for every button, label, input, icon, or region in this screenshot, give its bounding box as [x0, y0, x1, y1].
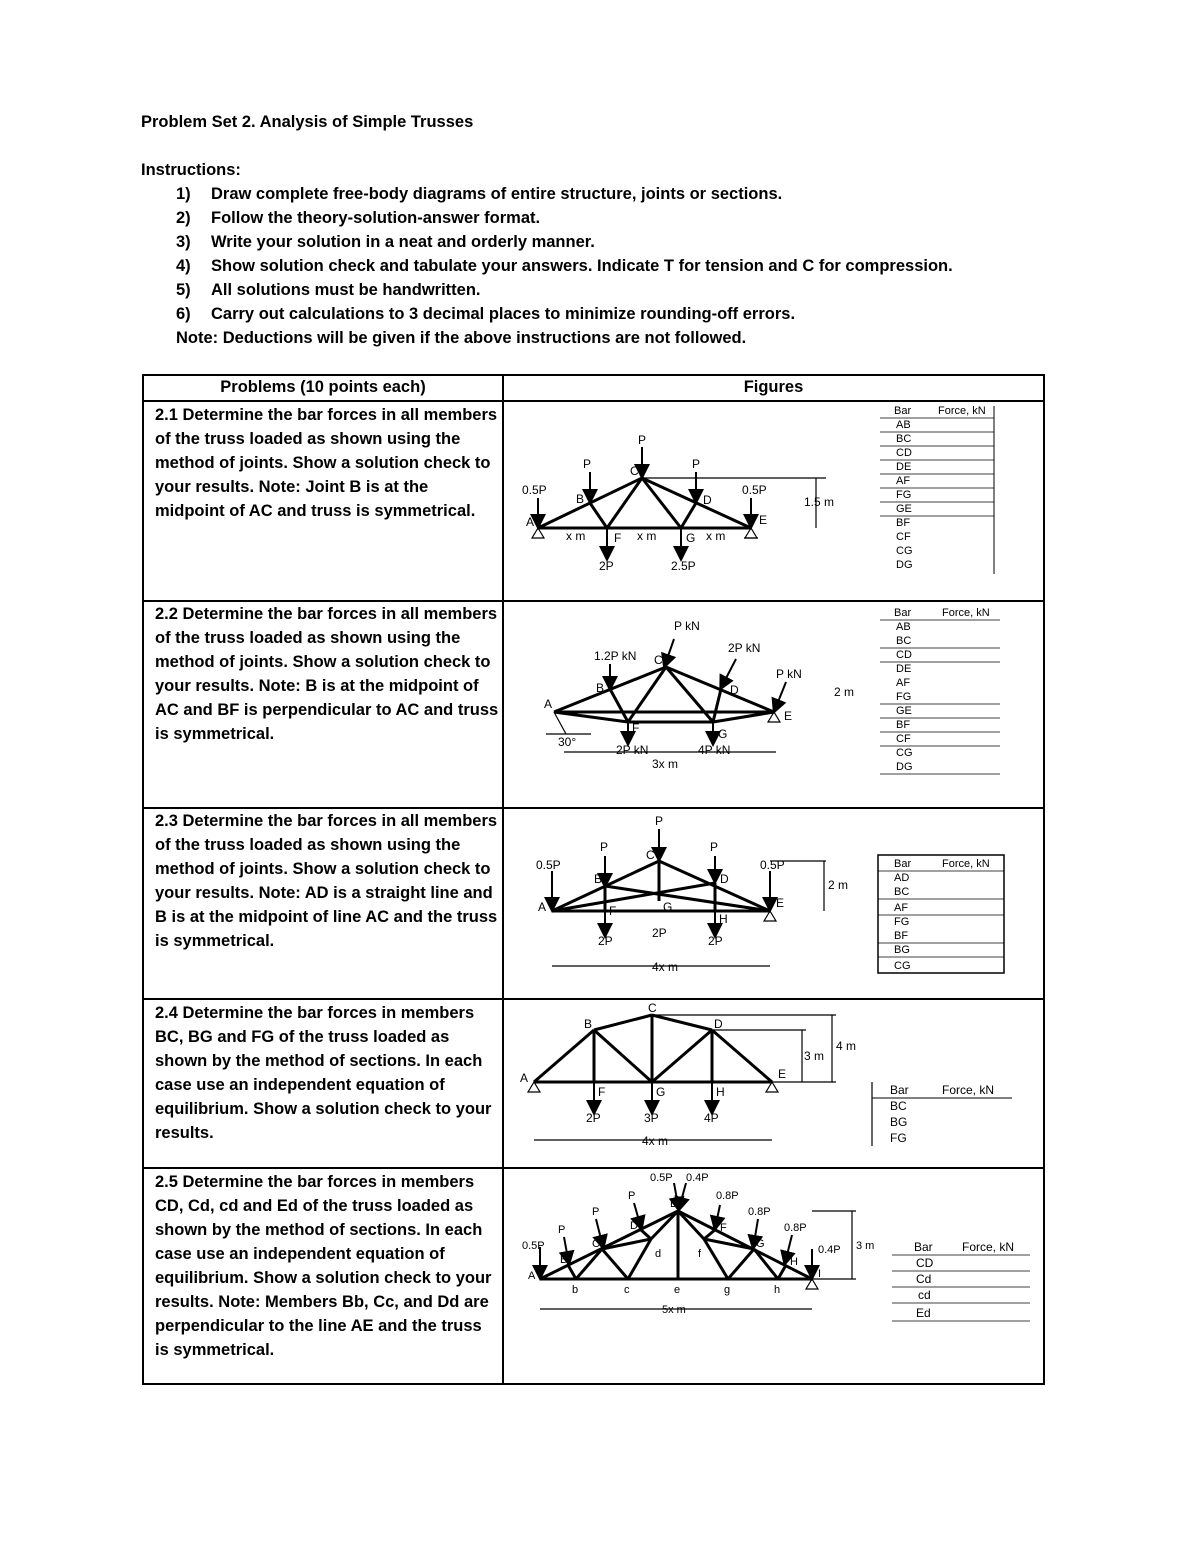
- instruction-text: Follow the theory-solution-answer format.: [211, 209, 541, 227]
- load-label: P: [583, 457, 592, 471]
- joint-label-h-lower: h: [774, 1284, 781, 1296]
- dimension-label: 1.5 m: [804, 495, 835, 509]
- joint-label-g: G: [663, 900, 673, 914]
- problem-2-5-text: 2.5 Determine the bar forces in members CD, Cd, cd and Ed of the truss loaded as shown by the method of sections. In each case use an independent equation of equilibrium. Show a solution check to your results. Note: Members Bb, Cc, and Dd are perpendicular to the line AE and the truss is symmetrical.: [155, 1173, 492, 1359]
- force-table: [878, 855, 1004, 973]
- joint-label-g: G: [686, 531, 696, 545]
- force-table-bar: BC: [896, 433, 912, 445]
- load-label: 2P: [599, 559, 614, 573]
- instruction-text: Show solution check and tabulate your answers. Indicate T for tension and C for compression.: [211, 257, 953, 275]
- instruction-item: [176, 233, 595, 252]
- load-label: P kN: [776, 667, 802, 681]
- joint-label-e: E: [759, 513, 768, 527]
- dimension-label: 3 m: [804, 1049, 825, 1063]
- document-title: Problem Set 2. Analysis of Simple Trusses: [141, 113, 474, 131]
- force-table-bar: CD: [896, 649, 912, 661]
- force-table: [880, 405, 994, 574]
- force-table: [892, 1240, 1030, 1321]
- joint-label-d-lower: d: [655, 1248, 662, 1260]
- force-table-bar: CD: [916, 1256, 934, 1270]
- force-table: [872, 1083, 1012, 1145]
- joint-label-i: I: [818, 1268, 822, 1280]
- instruction-number: 3): [176, 233, 191, 251]
- joint-label-f-lower: f: [698, 1248, 702, 1260]
- force-table-force-header: Force, kN: [942, 607, 990, 619]
- force-table-bar: DE: [896, 663, 912, 675]
- joint-label-g: G: [756, 1238, 765, 1250]
- header-figures: Figures: [743, 378, 804, 396]
- load-label: 1.2P kN: [594, 649, 637, 663]
- problem-2-4-text: 2.4 Determine the bar forces in members BC, BG and FG of the truss loaded as shown by the method of sections. In each case use an independent equation of equilibrium. Show a solution check to your results.: [155, 1004, 492, 1142]
- force-table-bar: BC: [896, 635, 912, 647]
- load-label: 2.5P: [671, 559, 696, 573]
- joint-label-d: D: [714, 1017, 723, 1031]
- load-label: 0.5P: [522, 1240, 545, 1252]
- force-table-bar: DE: [896, 461, 912, 473]
- joint-label-b: B: [596, 681, 605, 695]
- truss-figure-2-2: [506, 604, 1041, 804]
- load-label: P: [592, 1206, 600, 1218]
- dimension-label: 2 m: [828, 878, 849, 892]
- instruction-number: 1): [176, 185, 191, 203]
- joint-label-f: F: [720, 1222, 727, 1234]
- force-table-force-header: Force, kN: [942, 1083, 995, 1097]
- dimension-label: x m: [566, 529, 586, 543]
- force-table-bar: DG: [896, 761, 913, 773]
- header-problems: Problems (10 points each): [220, 378, 426, 396]
- force-table-force-header: Force, kN: [942, 858, 990, 870]
- load-label: P: [558, 1224, 566, 1236]
- force-table-bar: BC: [890, 1099, 907, 1113]
- load-label: 4P: [704, 1111, 719, 1125]
- force-table-bar: CG: [896, 747, 913, 759]
- force-table-bar: FG: [896, 691, 912, 703]
- column-divider: [502, 376, 504, 1383]
- joint-label-c-lower: c: [624, 1284, 630, 1296]
- force-table-bar: CF: [896, 531, 911, 543]
- joint-label-b: B: [584, 1017, 593, 1031]
- force-table: [880, 607, 1000, 774]
- joint-label-g: G: [656, 1085, 666, 1099]
- force-table-bar: GE: [896, 503, 912, 515]
- joint-label-d: D: [730, 683, 739, 697]
- joint-label-e-lower: e: [674, 1284, 681, 1296]
- joint-label-a: A: [526, 515, 535, 529]
- load-label: 0.5P: [760, 858, 785, 872]
- load-label: 0.5P: [522, 483, 547, 497]
- load-label: 0.5P: [650, 1172, 673, 1184]
- force-table-bar: cd: [918, 1288, 931, 1302]
- instruction-number: 2): [176, 209, 191, 227]
- joint-label-a: A: [538, 900, 547, 914]
- joint-label-h: H: [790, 1256, 798, 1268]
- joint-label-e: E: [776, 896, 785, 910]
- joint-label-b: B: [594, 872, 603, 886]
- joint-label-a: A: [528, 1270, 536, 1282]
- instruction-text: All solutions must be handwritten.: [211, 281, 481, 299]
- instruction-number: 6): [176, 305, 191, 323]
- force-table-bar-header: Bar: [894, 858, 912, 870]
- force-table-bar: AF: [896, 475, 911, 487]
- load-label: 2P kN: [616, 743, 649, 757]
- load-label: 0.8P: [748, 1206, 771, 1218]
- joint-label-h: H: [716, 1085, 725, 1099]
- force-table-bar: FG: [896, 489, 912, 501]
- joint-label-c: C: [654, 653, 663, 667]
- dimension-label: 3 m: [856, 1240, 875, 1252]
- dimension-label: 30°: [558, 735, 577, 749]
- force-table-bar: FG: [890, 1131, 907, 1145]
- load-label: 2P: [598, 934, 613, 948]
- joint-label-g-lower: g: [724, 1284, 731, 1296]
- force-table-bar: AD: [894, 872, 910, 884]
- joint-label-c: C: [592, 1238, 600, 1250]
- load-label: 2P kN: [728, 641, 761, 655]
- dimension-label: 4 m: [836, 1039, 857, 1053]
- instruction-text: Write your solution in a neat and orderly manner.: [211, 233, 595, 251]
- force-table-bar-header: Bar: [894, 607, 912, 619]
- instruction-item: [176, 281, 481, 300]
- dimension-label: x m: [706, 529, 726, 543]
- force-table-bar: CF: [896, 733, 911, 745]
- problem-2-2-text: 2.2 Determine the bar forces in all members of the truss loaded as shown using the method of joints. Show a solution check to your results. Note: B is at the midpoint of AC and BF is perpendicular to AC and truss is symmetrical.: [155, 605, 499, 743]
- force-table-bar: AF: [896, 677, 911, 689]
- force-table-bar: BC: [894, 886, 910, 898]
- joint-label-a: A: [520, 1071, 529, 1085]
- force-table-bar: BF: [896, 719, 911, 731]
- joint-label-e: E: [670, 1198, 678, 1210]
- force-table-bar: AB: [896, 621, 911, 633]
- force-table-bar: BF: [896, 517, 911, 529]
- joint-label-e: E: [778, 1067, 787, 1081]
- load-label: 0.4P: [686, 1172, 709, 1184]
- load-label: P kN: [674, 619, 700, 633]
- dimension-label: 5x m: [662, 1304, 686, 1316]
- problem-2-3-text: 2.3 Determine the bar forces in all members of the truss loaded as shown using the method of joints. Show a solution check to your results. Note: AD is a straight line and B is at the midpoint of line AC and the truss is symmetrical.: [155, 812, 498, 950]
- instruction-text: Draw complete free-body diagrams of entire structure, joints or sections.: [211, 185, 783, 203]
- load-label: 2P: [708, 934, 723, 948]
- force-table-bar: CD: [896, 447, 912, 459]
- load-label: 3P: [644, 1111, 659, 1125]
- force-table-force-header: Force, kN: [962, 1240, 1015, 1254]
- joint-label-b-lower: b: [572, 1284, 579, 1296]
- dimension-label: 4x m: [652, 960, 679, 974]
- load-label: P: [638, 433, 647, 447]
- instruction-item: [176, 185, 782, 204]
- force-table-force-header: Force, kN: [938, 405, 986, 417]
- dimension-label: 2 m: [834, 685, 855, 699]
- joint-label-g: G: [718, 727, 728, 741]
- joint-label-c: C: [630, 464, 639, 478]
- dimension-label: 3x m: [652, 757, 679, 771]
- instruction-number: 4): [176, 257, 191, 275]
- joint-label-c: C: [648, 1001, 657, 1015]
- load-label: P: [655, 814, 664, 828]
- force-table-bar-header: Bar: [914, 1240, 933, 1254]
- force-table-bar: AB: [896, 419, 911, 431]
- instructions-heading: Instructions:: [141, 161, 241, 179]
- joint-label-c: C: [646, 848, 655, 862]
- force-table-bar: BG: [894, 944, 910, 956]
- instruction-item: [176, 257, 953, 276]
- load-label: 0.4P: [818, 1244, 841, 1256]
- load-label: P: [710, 840, 719, 854]
- instruction-text: Carry out calculations to 3 decimal places to minimize rounding-off errors.: [211, 305, 796, 323]
- joint-label-f: F: [609, 904, 617, 918]
- force-table-bar: BF: [894, 930, 909, 942]
- force-table-bar-header: Bar: [894, 405, 912, 417]
- instruction-item: [176, 209, 540, 228]
- load-label: 0.5P: [742, 483, 767, 497]
- joint-label-f: F: [614, 531, 622, 545]
- note: Note: Deductions will be given if the above instructions are not followed.: [176, 329, 747, 347]
- force-table-bar: CG: [896, 545, 913, 557]
- force-table-bar-header: Bar: [890, 1083, 909, 1097]
- load-label: P: [600, 840, 609, 854]
- load-label: 2P: [586, 1111, 601, 1125]
- truss-figure-2-1: [506, 402, 1041, 598]
- joint-label-a: A: [544, 697, 553, 711]
- load-label: 0.5P: [536, 858, 561, 872]
- joint-label-b: B: [560, 1254, 568, 1266]
- joint-label-h: H: [719, 912, 728, 926]
- load-label: 2P: [652, 926, 667, 940]
- dimension-label: 4x m: [642, 1134, 669, 1148]
- instruction-number: 5): [176, 281, 191, 299]
- force-table-bar: Ed: [916, 1306, 931, 1320]
- joint-label-e: E: [784, 709, 793, 723]
- joint-label-f: F: [598, 1085, 606, 1099]
- joint-label-d: D: [720, 872, 729, 886]
- load-label: 0.8P: [784, 1222, 807, 1234]
- force-table-bar: Cd: [916, 1272, 932, 1286]
- joint-label-f: F: [632, 721, 640, 735]
- truss-figure-2-5: [506, 1169, 1041, 1383]
- truss-figure-2-3: [506, 811, 1041, 996]
- joint-label-d: D: [703, 493, 712, 507]
- load-label: 4P kN: [698, 743, 731, 757]
- load-label: 0.8P: [716, 1190, 739, 1202]
- joint-label-d: D: [630, 1220, 638, 1232]
- instruction-item: [176, 305, 795, 324]
- load-label: P: [692, 457, 701, 471]
- force-table-bar: FG: [894, 916, 910, 928]
- force-table-bar: GE: [896, 705, 912, 717]
- truss-figure-2-4: [506, 1000, 1041, 1165]
- force-table-bar: CG: [894, 960, 911, 972]
- dimension-label: x m: [637, 529, 657, 543]
- problem-2-1-text: 2.1 Determine the bar forces in all members of the truss loaded as shown using the method of joints. Show a solution check to your results. Note: Joint B is at the midpoint of AC and truss is symmetrical.: [155, 406, 498, 520]
- force-table-bar: BG: [890, 1115, 908, 1129]
- force-table-bar: AF: [894, 902, 909, 914]
- load-label: P: [628, 1190, 636, 1202]
- problems-table: [142, 374, 1045, 1385]
- force-table-bar: DG: [896, 559, 913, 571]
- joint-label-b: B: [576, 492, 585, 506]
